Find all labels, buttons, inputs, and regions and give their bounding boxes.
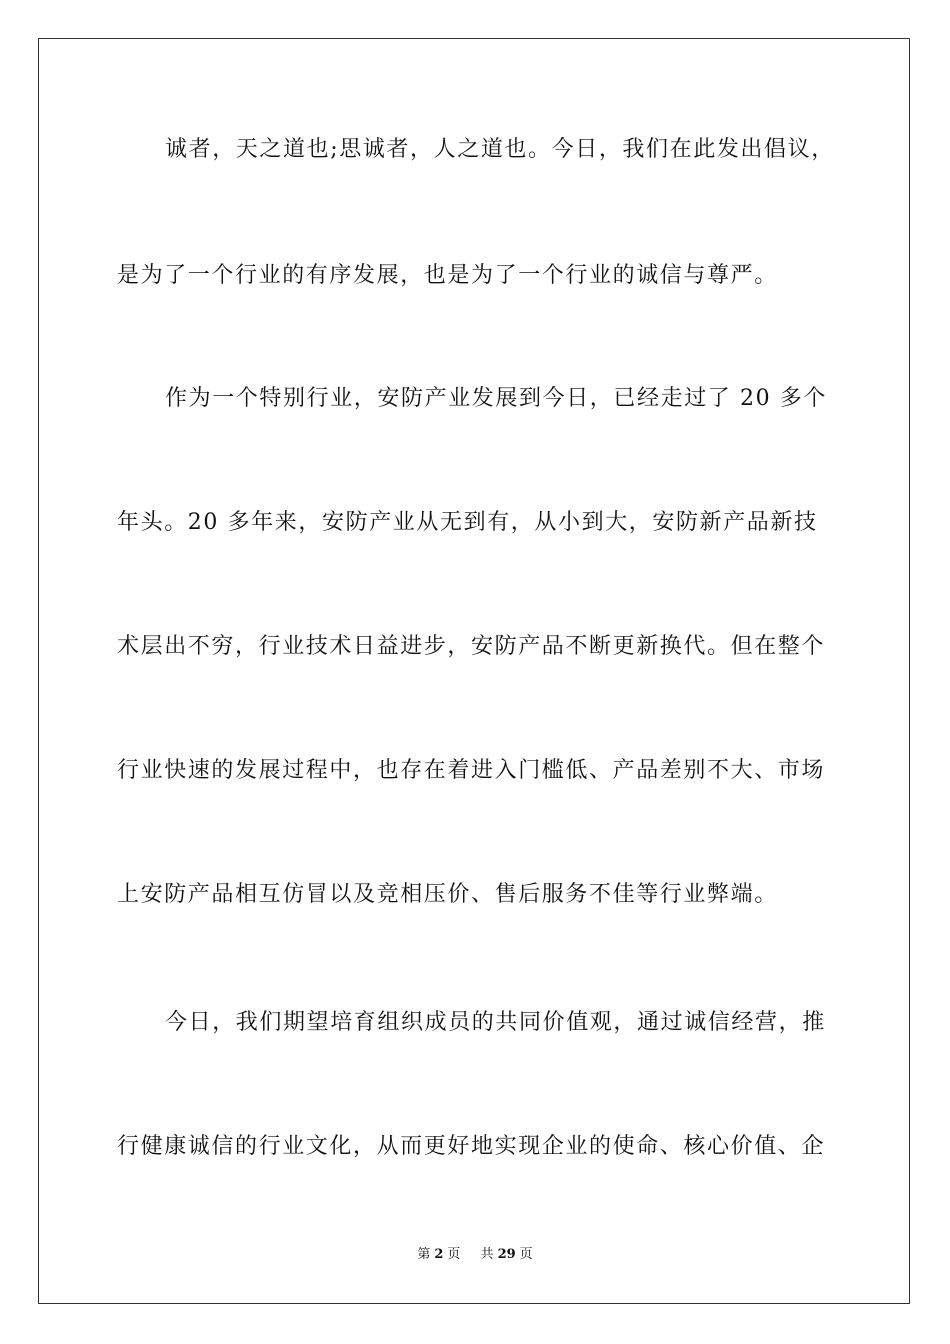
page-indicator xyxy=(413,1247,464,1262)
paragraph-1-line-1: 诚者，天之道也;思诚者，人之道也。今日，我们在此发出倡议， xyxy=(165,137,835,162)
page-footer xyxy=(0,1246,950,1264)
total-indicator xyxy=(477,1247,537,1262)
page-number: 2 xyxy=(434,1247,444,1262)
total-prefix: 共 xyxy=(480,1247,494,1262)
paragraph-2-line-3: 术层出不穷，行业技术日益进步，安防产品不断更新换代。但在整个 xyxy=(117,634,826,659)
page-prefix: 第 xyxy=(417,1247,431,1262)
paragraph-2-line-1: 作为一个特别行业，安防产业发展到今日，已经走过了 20 多个 xyxy=(165,386,827,411)
paragraph-2-line-4: 行业快速的发展过程中，也存在着进入门槛低、产品差别不大、市场 xyxy=(117,758,826,783)
paragraph-2-line-5: 上安防产品相互仿冒以及竞相压价、售后服务不佳等行业弊端。 xyxy=(117,882,778,907)
paragraph-3-line-1: 今日，我们期望培育组织成员的共同价值观，通过诚信经营，推 xyxy=(165,1010,826,1035)
page-border xyxy=(38,38,910,1304)
paragraph-2-line-2: 年头。20 多年来，安防产业从无到有，从小到大，安防新产品新技 xyxy=(117,510,818,535)
page-suffix: 页 xyxy=(447,1247,461,1262)
paragraph-3-line-2: 行健康诚信的行业文化，从而更好地实现企业的使命、核心价值、企 xyxy=(117,1134,826,1159)
total-pages: 29 xyxy=(497,1247,516,1262)
paragraph-1-line-2: 是为了一个行业的有序发展，也是为了一个行业的诚信与尊严。 xyxy=(117,263,778,288)
total-suffix: 页 xyxy=(519,1247,533,1262)
